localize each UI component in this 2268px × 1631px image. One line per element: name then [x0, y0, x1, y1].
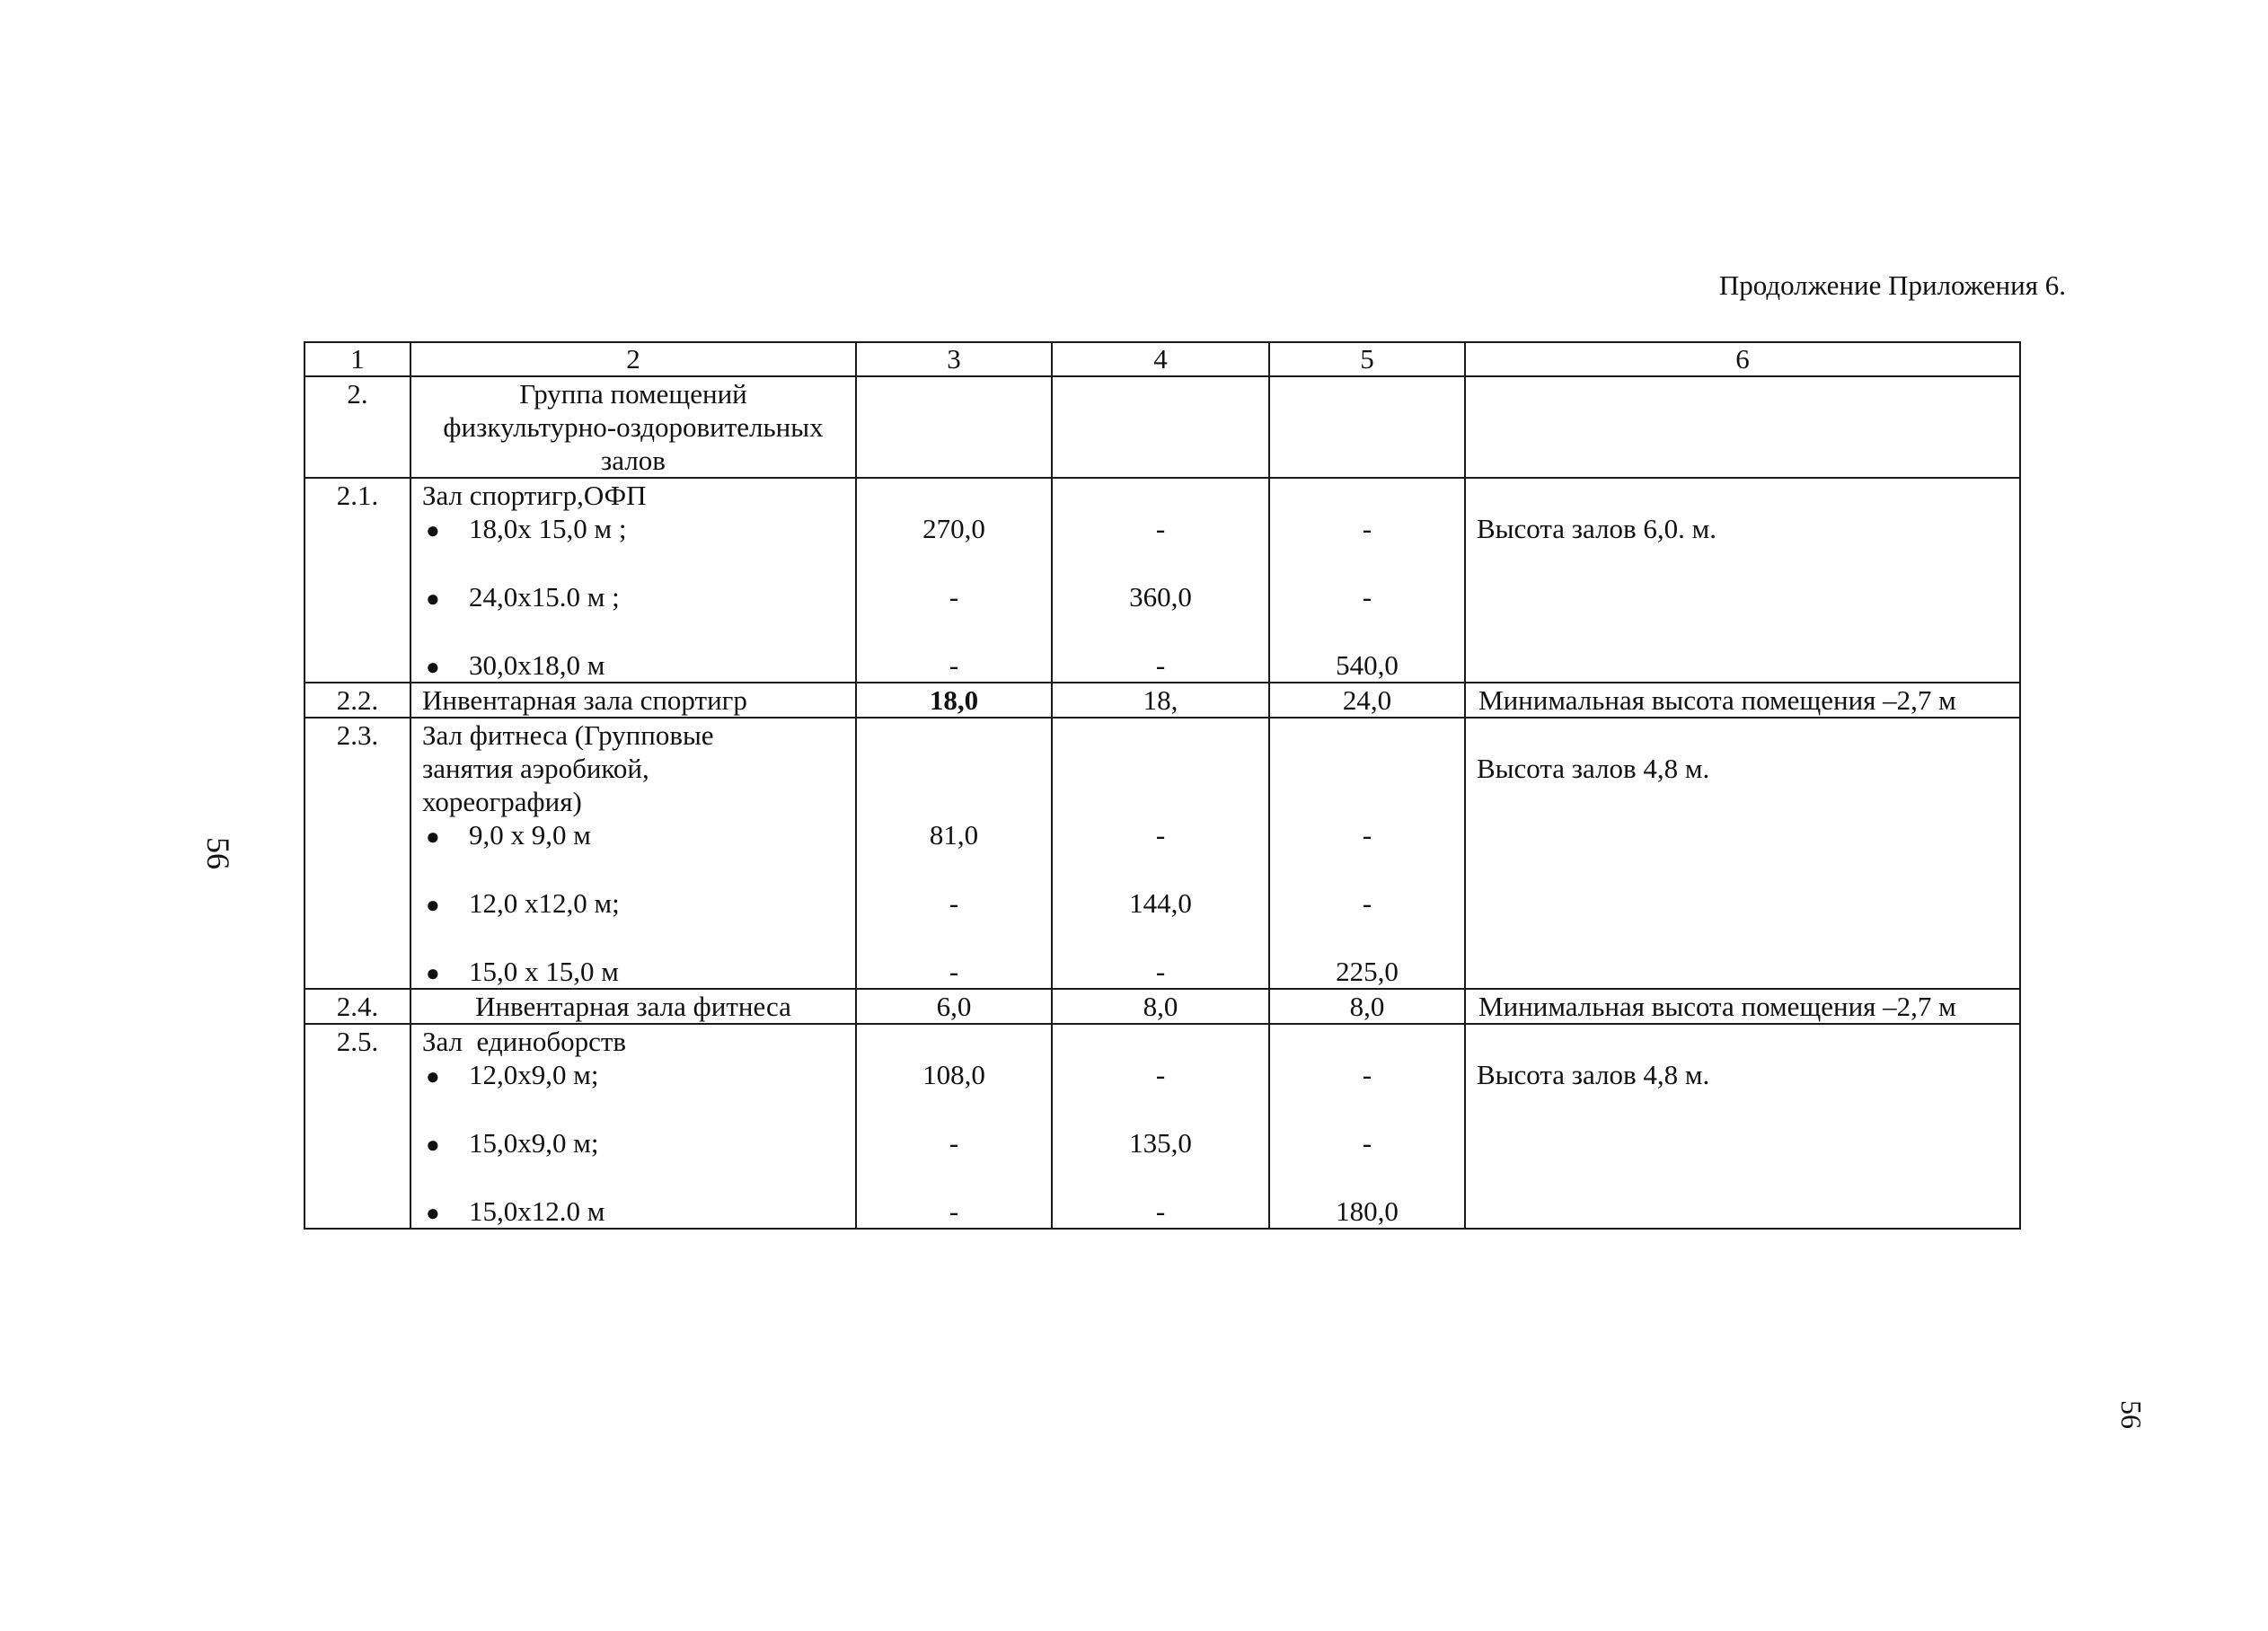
- value: 18,: [1052, 683, 1269, 718]
- note-cell: [1465, 478, 2020, 683]
- bullet-icon: ●: [426, 892, 440, 918]
- value: 135,0: [1129, 1127, 1192, 1159]
- title-line: залов: [601, 445, 666, 476]
- list-item: [422, 886, 844, 920]
- table-row: [304, 1024, 2020, 1229]
- bullet-icon: ●: [426, 824, 440, 850]
- room-title: Инвентарная зала фитнеса: [410, 989, 856, 1024]
- area-col3: [856, 1024, 1052, 1229]
- size-label: 18,0х 15,0 м ;: [469, 513, 627, 544]
- note-text: Высота залов 6,0. м.: [1477, 513, 1717, 544]
- bullet-icon: ●: [426, 1200, 440, 1226]
- row-number: 2.2.: [304, 683, 410, 718]
- value: -: [1362, 887, 1372, 919]
- room-title: Инвентарная зала спортигр: [410, 683, 856, 718]
- value: 108,0: [922, 1059, 985, 1090]
- note-text: Высота залов 4,8 м.: [1477, 753, 1710, 784]
- bullet-icon: ●: [426, 1063, 440, 1089]
- title-line: Группа помещений: [519, 378, 747, 410]
- bullet-icon: ●: [426, 654, 440, 680]
- table-row: [304, 989, 2020, 1024]
- bullet-icon: ●: [426, 1132, 440, 1158]
- value: -: [949, 956, 959, 987]
- column-header: 4: [1052, 342, 1269, 376]
- value: -: [949, 581, 959, 613]
- value: 360,0: [1129, 581, 1192, 613]
- value: 180,0: [1336, 1195, 1399, 1227]
- value: -: [1155, 513, 1166, 544]
- list-item: [422, 1126, 844, 1159]
- row-number: 2.1.: [304, 478, 410, 683]
- bullet-icon: ●: [426, 517, 440, 543]
- page-number-left: 56: [200, 837, 236, 869]
- value: 8,0: [1052, 989, 1269, 1024]
- area-col4: [1052, 478, 1269, 683]
- value: -: [949, 649, 959, 681]
- value: -: [949, 887, 959, 919]
- column-header: 3: [856, 342, 1052, 376]
- bullet-icon: ●: [426, 586, 440, 612]
- list-item: [422, 1058, 844, 1091]
- value: -: [1155, 956, 1166, 987]
- value: -: [1362, 819, 1372, 851]
- value: -: [1362, 1059, 1372, 1090]
- size-label: 15,0х12.0 м: [469, 1195, 605, 1227]
- list-item: [422, 512, 844, 545]
- column-header: 1: [304, 342, 410, 376]
- area-col5: [1269, 718, 1465, 989]
- row-number: 2.4.: [304, 989, 410, 1024]
- room-title: Зал спортигр,ОФП: [422, 480, 647, 511]
- size-label: 15,0х9,0 м;: [469, 1127, 599, 1159]
- value: -: [1155, 1195, 1166, 1227]
- value: 144,0: [1129, 887, 1192, 919]
- note-text: Минимальная высота помещения –2,7 м: [1465, 683, 2020, 718]
- title-line: Зал фитнеса (Групповые: [422, 719, 714, 751]
- value: 540,0: [1336, 649, 1399, 681]
- value: -: [1362, 581, 1372, 613]
- table-row: [304, 376, 2020, 478]
- size-label: 12,0х9,0 м;: [469, 1059, 599, 1090]
- title-line: физкультурно-оздоровительных: [443, 411, 824, 443]
- room-description: [410, 1024, 856, 1229]
- value: -: [949, 1195, 959, 1227]
- page-heading: Продолжение Приложения 6.: [1718, 269, 2066, 301]
- area-col3: [856, 718, 1052, 989]
- value: 24,0: [1269, 683, 1465, 718]
- value: -: [1362, 513, 1372, 544]
- list-item: [422, 1195, 844, 1228]
- table-header-row: [304, 342, 2020, 376]
- row-number: 2.5.: [304, 1024, 410, 1229]
- table-row: [304, 718, 2020, 989]
- value: -: [1362, 1127, 1372, 1159]
- area-col5: [1269, 478, 1465, 683]
- list-item: [422, 580, 844, 613]
- column-header: 6: [1465, 342, 2020, 376]
- page-number-right: 56: [2115, 1400, 2148, 1429]
- value: 6,0: [856, 989, 1052, 1024]
- room-title: Зал единоборств: [422, 1026, 627, 1057]
- size-label: 12,0 х12,0 м;: [469, 887, 620, 919]
- title-line: хореография): [422, 786, 582, 817]
- room-description: [410, 718, 856, 989]
- table-row: [304, 683, 2020, 718]
- cell-empty: [1269, 376, 1465, 478]
- column-header: 2: [410, 342, 856, 376]
- size-label: 30,0х18,0 м: [469, 649, 605, 681]
- note-text: Высота залов 4,8 м.: [1477, 1059, 1710, 1090]
- note-cell: [1465, 718, 2020, 989]
- value: 270,0: [922, 513, 985, 544]
- list-item: [422, 648, 844, 682]
- value: -: [1155, 649, 1166, 681]
- title-line: занятия аэробикой,: [422, 753, 649, 784]
- table-row: [304, 478, 2020, 683]
- area-col3: [856, 478, 1052, 683]
- area-col4: [1052, 1024, 1269, 1229]
- row-number: 2.3.: [304, 718, 410, 989]
- room-group-title: [410, 376, 856, 478]
- bullet-icon: ●: [426, 960, 440, 986]
- size-label: 9,0 х 9,0 м: [469, 819, 591, 851]
- column-header: 5: [1269, 342, 1465, 376]
- value: 18,0: [856, 683, 1052, 718]
- row-number: 2.: [304, 376, 410, 478]
- room-description: [410, 478, 856, 683]
- note-text: Минимальная высота помещения –2,7 м: [1465, 989, 2020, 1024]
- cell-empty: [1465, 376, 2020, 478]
- value: -: [1155, 819, 1166, 851]
- list-item: [422, 955, 844, 988]
- value: -: [1155, 1059, 1166, 1090]
- cell-empty: [1052, 376, 1269, 478]
- list-item: [422, 818, 844, 851]
- value: 8,0: [1269, 989, 1465, 1024]
- area-col5: [1269, 1024, 1465, 1229]
- size-label: 24,0х15.0 м ;: [469, 581, 620, 613]
- note-cell: [1465, 1024, 2020, 1229]
- value: 81,0: [929, 819, 979, 851]
- area-col4: [1052, 718, 1269, 989]
- cell-empty: [856, 376, 1052, 478]
- appendix-table: [304, 341, 2021, 1230]
- value: 225,0: [1336, 956, 1399, 987]
- value: -: [949, 1127, 959, 1159]
- size-label: 15,0 х 15,0 м: [469, 956, 619, 987]
